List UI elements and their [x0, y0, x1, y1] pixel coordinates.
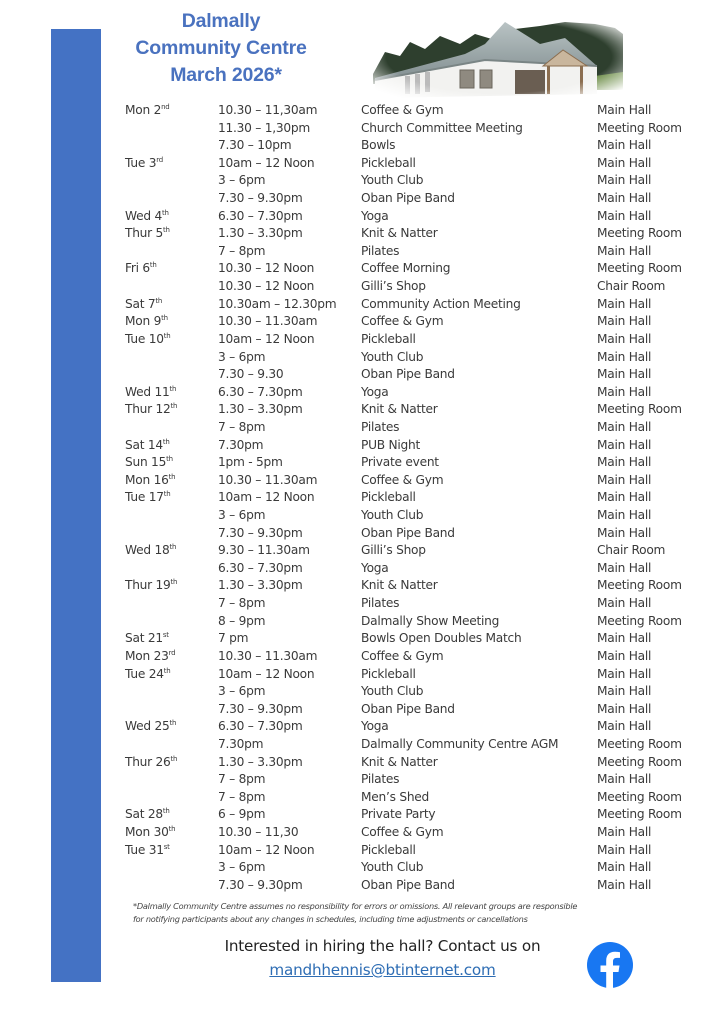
row-activity: Yoga	[361, 384, 389, 399]
schedule-row	[0, 225, 709, 243]
row-activity: Community Action Meeting	[361, 296, 521, 311]
row-room: Main Hall	[597, 684, 652, 699]
row-room: Main Hall	[597, 103, 652, 117]
row-day	[125, 208, 169, 226]
row-day-suffix: th	[162, 807, 170, 816]
row-time: 6.30 – 7.30pm	[218, 719, 303, 734]
schedule-row	[0, 384, 709, 402]
row-time: 6 – 9pm	[218, 807, 266, 822]
schedule-row	[0, 296, 709, 314]
schedule-row	[0, 613, 709, 631]
row-room: Main Hall	[597, 208, 652, 223]
schedule-row	[0, 278, 709, 296]
row-day	[125, 824, 175, 842]
row-day	[125, 489, 170, 507]
row-activity: Youth Club	[361, 349, 424, 364]
row-day	[125, 666, 170, 684]
row-time: 7.30 – 9.30pm	[218, 191, 303, 206]
row-activity: Youth Club	[361, 508, 424, 523]
row-activity: PUB Night	[361, 437, 420, 452]
row-time: 10.30 – 11.30am	[218, 472, 318, 487]
row-activity: Youth Club	[361, 173, 424, 188]
title-line-3: March 2026*	[170, 64, 282, 86]
schedule-row	[0, 437, 709, 455]
row-activity: Private Party	[361, 807, 436, 822]
row-day	[125, 630, 169, 648]
schedule-row	[0, 243, 709, 261]
row-day-suffix: th	[170, 754, 178, 763]
row-day	[125, 842, 170, 860]
schedule-row	[0, 366, 709, 384]
schedule-row	[0, 718, 709, 736]
row-activity: Gilli’s Shop	[361, 279, 426, 294]
row-room: Main Hall	[597, 349, 652, 364]
row-room: Main Hall	[597, 508, 652, 523]
row-time: 9.30 – 11.30am	[218, 543, 310, 558]
row-day	[125, 754, 177, 772]
schedule-row	[0, 754, 709, 772]
row-room: Main Hall	[597, 155, 652, 170]
row-activity: Bowls	[361, 138, 396, 153]
row-activity: Coffee & Gym	[361, 648, 444, 663]
row-day-text: Wed 4	[125, 208, 162, 223]
row-activity: Yoga	[361, 208, 389, 223]
row-activity: Oban Pipe Band	[361, 877, 455, 892]
title-line-2: Community Centre	[135, 37, 307, 59]
row-room: Meeting Room	[597, 807, 682, 822]
row-activity: Pickleball	[361, 666, 416, 681]
row-day-text: Wed 25	[125, 719, 170, 734]
row-room: Main Hall	[597, 455, 652, 470]
row-activity: Knit & Natter	[361, 226, 438, 241]
row-day-text: Sat 7	[125, 296, 156, 311]
schedule-row	[0, 260, 709, 278]
row-room: Main Hall	[597, 824, 652, 839]
disclaimer	[133, 900, 653, 926]
row-time: 10am – 12 Noon	[218, 155, 315, 170]
row-time: 6.30 – 7.30pm	[218, 208, 303, 223]
row-activity: Knit & Natter	[361, 578, 438, 593]
row-time: 7 pm	[218, 631, 249, 646]
row-day-suffix: th	[168, 824, 176, 833]
schedule-row	[0, 401, 709, 419]
row-room: Chair Room	[597, 279, 666, 294]
row-time: 7 – 8pm	[218, 772, 266, 787]
row-activity: Coffee & Gym	[361, 314, 444, 329]
row-activity: Pickleball	[361, 331, 416, 346]
row-day-suffix: th	[161, 208, 169, 217]
row-day-text: Sat 14	[125, 437, 163, 452]
row-room: Meeting Room	[597, 402, 682, 417]
row-room: Main Hall	[597, 701, 652, 716]
row-activity: Coffee & Gym	[361, 103, 444, 117]
row-day	[125, 437, 170, 455]
row-room: Main Hall	[597, 842, 652, 857]
row-time: 3 – 6pm	[218, 860, 266, 875]
row-room: Main Hall	[597, 525, 652, 540]
row-room: Main Hall	[597, 472, 652, 487]
row-room: Meeting Room	[597, 754, 682, 769]
row-day	[125, 401, 177, 419]
contact-email-link[interactable]: mandhhennis@btinternet.com	[269, 961, 496, 979]
row-time: 1.30 – 3.30pm	[218, 402, 303, 417]
contact-section	[190, 934, 575, 982]
row-room: Main Hall	[597, 296, 652, 311]
row-activity: Oban Pipe Band	[361, 367, 455, 382]
row-day	[125, 542, 176, 560]
row-day	[125, 155, 163, 173]
row-day	[125, 454, 173, 472]
row-time: 7.30pm	[218, 736, 264, 751]
disclaimer-line-1: *Dalmally Community Centre assumes no responsibility for errors or omissions. All relevant groups are responsible	[133, 901, 578, 911]
row-day-text: Tue 17	[125, 490, 164, 505]
schedule-row	[0, 454, 709, 472]
row-activity: Yoga	[361, 719, 389, 734]
row-day-text: Mon 30	[125, 824, 169, 839]
row-room: Main Hall	[597, 191, 652, 206]
row-activity: Coffee Morning	[361, 261, 451, 276]
disclaimer-line-2: for notifying participants about any changes in schedules, including time adjustments or cancellations	[133, 914, 528, 924]
row-day-suffix: th	[169, 384, 177, 393]
row-activity: Men’s Shed	[361, 789, 430, 804]
schedule-row	[0, 771, 709, 789]
row-time: 11.30 – 1,30pm	[218, 120, 310, 135]
row-day-text: Sat 28	[125, 807, 163, 822]
row-day-suffix: th	[170, 578, 178, 587]
row-day	[125, 718, 176, 736]
row-day-suffix: nd	[161, 103, 170, 111]
row-day	[125, 648, 175, 666]
schedule-row	[0, 102, 709, 120]
row-day-text: Thur 26	[125, 754, 171, 769]
row-room: Main Hall	[597, 384, 652, 399]
row-time: 1pm - 5pm	[218, 455, 283, 470]
row-time: 6.30 – 7.30pm	[218, 384, 303, 399]
row-time: 10.30 – 11.30am	[218, 314, 318, 329]
row-activity: Pickleball	[361, 155, 416, 170]
row-room: Main Hall	[597, 419, 652, 434]
row-room: Main Hall	[597, 243, 652, 258]
row-time: 7 – 8pm	[218, 419, 266, 434]
row-day	[125, 225, 170, 243]
row-activity: Pickleball	[361, 490, 416, 505]
schedule-row	[0, 349, 709, 367]
row-time: 10.30 – 12 Noon	[218, 279, 315, 294]
schedule-row	[0, 208, 709, 226]
row-room: Main Hall	[597, 367, 652, 382]
row-time: 10.30am – 12.30pm	[218, 296, 337, 311]
schedule-row	[0, 701, 709, 719]
row-day-text: Mon 16	[125, 472, 169, 487]
schedule-row	[0, 630, 709, 648]
row-time: 7 – 8pm	[218, 243, 266, 258]
row-day	[125, 577, 177, 595]
row-time: 1.30 – 3.30pm	[218, 578, 303, 593]
schedule-table	[0, 102, 709, 894]
row-day-suffix: th	[170, 402, 178, 411]
row-day	[125, 296, 162, 314]
row-time: 10am – 12 Noon	[218, 842, 315, 857]
row-day-suffix: th	[149, 261, 157, 270]
row-day-text: Tue 10	[125, 331, 164, 346]
row-day-suffix: th	[161, 314, 168, 323]
row-time: 7 – 8pm	[218, 596, 266, 611]
row-time: 7.30 – 9.30pm	[218, 701, 303, 716]
community-centre-photo	[365, 14, 633, 100]
row-day-suffix: th	[163, 331, 171, 340]
row-day-text: Tue 24	[125, 666, 164, 681]
row-room: Main Hall	[597, 331, 652, 346]
row-time: 3 – 6pm	[218, 684, 266, 699]
row-room: Main Hall	[597, 437, 652, 452]
row-room: Main Hall	[597, 138, 652, 153]
contact-text: Interested in hiring the hall? Contact us on	[224, 937, 541, 955]
row-time: 7.30 – 9.30	[218, 367, 284, 382]
schedule-row	[0, 877, 709, 895]
row-day	[125, 806, 170, 824]
schedule-row	[0, 313, 709, 331]
row-day-text: Thur 5	[125, 226, 164, 241]
row-room: Meeting Room	[597, 578, 682, 593]
schedule-row	[0, 507, 709, 525]
row-time: 10am – 12 Noon	[218, 490, 315, 505]
row-day-text: Mon 2	[125, 103, 162, 117]
row-room: Main Hall	[597, 860, 652, 875]
row-room: Main Hall	[597, 648, 652, 663]
schedule-row	[0, 172, 709, 190]
row-day-suffix: th	[163, 666, 171, 675]
row-time: 8 – 9pm	[218, 613, 266, 628]
row-time: 1.30 – 3.30pm	[218, 754, 303, 769]
row-time: 3 – 6pm	[218, 508, 266, 523]
row-room: Meeting Room	[597, 261, 682, 276]
row-room: Meeting Room	[597, 613, 682, 628]
row-day-suffix: st	[163, 842, 170, 851]
row-time: 6.30 – 7.30pm	[218, 560, 303, 575]
row-activity: Gilli’s Shop	[361, 543, 426, 558]
row-time: 10.30 – 11.30am	[218, 648, 318, 663]
row-room: Main Hall	[597, 314, 652, 329]
row-day-suffix: th	[162, 437, 170, 446]
row-activity: Coffee & Gym	[361, 824, 444, 839]
row-room: Main Hall	[597, 173, 652, 188]
schedule-row	[0, 824, 709, 842]
facebook-icon[interactable]	[586, 941, 634, 989]
row-room: Main Hall	[597, 596, 652, 611]
row-time: 10am – 12 Noon	[218, 331, 315, 346]
row-room: Chair Room	[597, 543, 666, 558]
row-day-text: Thur 19	[125, 578, 171, 593]
row-activity: Oban Pipe Band	[361, 525, 455, 540]
schedule-row	[0, 648, 709, 666]
schedule-row	[0, 683, 709, 701]
row-room: Main Hall	[597, 490, 652, 505]
row-room: Meeting Room	[597, 789, 682, 804]
row-day	[125, 260, 157, 278]
row-time: 7.30pm	[218, 437, 264, 452]
row-room: Meeting Room	[597, 736, 682, 751]
row-room: Main Hall	[597, 560, 652, 575]
schedule-row	[0, 120, 709, 138]
row-time: 10.30 – 11,30am	[218, 103, 318, 117]
row-room: Meeting Room	[597, 226, 682, 241]
schedule-row	[0, 542, 709, 560]
row-activity: Youth Club	[361, 684, 424, 699]
schedule-row	[0, 806, 709, 824]
row-day-suffix: th	[163, 226, 170, 235]
row-time: 7 – 8pm	[218, 789, 266, 804]
schedule-row	[0, 789, 709, 807]
row-day	[125, 472, 175, 490]
row-day-suffix: rd	[168, 648, 176, 657]
row-activity: Knit & Natter	[361, 754, 438, 769]
row-day-suffix: th	[169, 543, 177, 552]
row-day-suffix: th	[163, 490, 171, 499]
row-activity: Oban Pipe Band	[361, 191, 455, 206]
schedule-row	[0, 137, 709, 155]
row-activity: Pilates	[361, 243, 400, 258]
row-room: Main Hall	[597, 666, 652, 681]
schedule-row	[0, 736, 709, 754]
row-activity: Yoga	[361, 560, 389, 575]
row-activity: Church Committee Meeting	[361, 120, 523, 135]
schedule-row	[0, 859, 709, 877]
row-day	[125, 331, 170, 349]
schedule-row	[0, 525, 709, 543]
row-day	[125, 313, 168, 331]
row-day-text: Wed 18	[125, 543, 170, 558]
page-title	[108, 8, 334, 89]
row-day-suffix: th	[168, 472, 176, 481]
row-day-suffix: th	[155, 296, 163, 305]
schedule-row	[0, 331, 709, 349]
row-time: 7.30 – 9.30pm	[218, 877, 303, 892]
schedule-row	[0, 472, 709, 490]
row-activity: Youth Club	[361, 860, 424, 875]
row-activity: Pilates	[361, 596, 400, 611]
row-day-text: Thur 12	[125, 402, 171, 417]
row-time: 10am – 12 Noon	[218, 666, 315, 681]
schedule-row	[0, 595, 709, 613]
row-day	[125, 384, 176, 402]
row-day-text: Mon 9	[125, 314, 162, 329]
schedule-row	[0, 666, 709, 684]
row-day-text: Tue 3	[125, 155, 157, 170]
schedule-row	[0, 842, 709, 860]
row-day-suffix: th	[169, 719, 177, 728]
row-room: Main Hall	[597, 631, 652, 646]
schedule-row	[0, 419, 709, 437]
row-activity: Oban Pipe Band	[361, 701, 455, 716]
schedule-row	[0, 190, 709, 208]
row-activity: Pilates	[361, 419, 400, 434]
schedule-row	[0, 489, 709, 507]
row-activity: Knit & Natter	[361, 402, 438, 417]
title-line-1: Dalmally	[181, 10, 261, 32]
row-day	[125, 102, 169, 120]
schedule-row	[0, 577, 709, 595]
row-activity: Pilates	[361, 772, 400, 787]
row-activity: Dalmally Community Centre AGM	[361, 736, 559, 751]
row-day-suffix: th	[166, 455, 173, 464]
row-room: Main Hall	[597, 877, 652, 892]
row-activity: Private event	[361, 455, 439, 470]
row-day-text: Wed 11	[125, 384, 170, 399]
row-day-text: Mon 23	[125, 648, 169, 663]
schedule-row	[0, 155, 709, 173]
row-time: 3 – 6pm	[218, 173, 266, 188]
row-day-text: Tue 31	[125, 842, 164, 857]
row-day-suffix: st	[162, 631, 169, 640]
row-room: Main Hall	[597, 772, 652, 787]
row-activity: Dalmally Show Meeting	[361, 613, 500, 628]
row-time: 7.30 – 10pm	[218, 138, 292, 153]
row-room: Meeting Room	[597, 120, 682, 135]
row-activity: Bowls Open Doubles Match	[361, 631, 522, 646]
row-day-text: Sun 15	[125, 455, 167, 470]
row-time: 10.30 – 11,30	[218, 824, 299, 839]
schedule-row	[0, 560, 709, 578]
row-time: 7.30 – 9.30pm	[218, 525, 303, 540]
row-time: 10.30 – 12 Noon	[218, 261, 315, 276]
row-day-text: Sat 21	[125, 631, 163, 646]
row-activity: Coffee & Gym	[361, 472, 444, 487]
row-time: 1.30 – 3.30pm	[218, 226, 303, 241]
row-room: Main Hall	[597, 719, 652, 734]
row-time: 3 – 6pm	[218, 349, 266, 364]
row-activity: Pickleball	[361, 842, 416, 857]
row-day-suffix: rd	[156, 155, 163, 164]
row-day-text: Fri 6	[125, 261, 150, 276]
